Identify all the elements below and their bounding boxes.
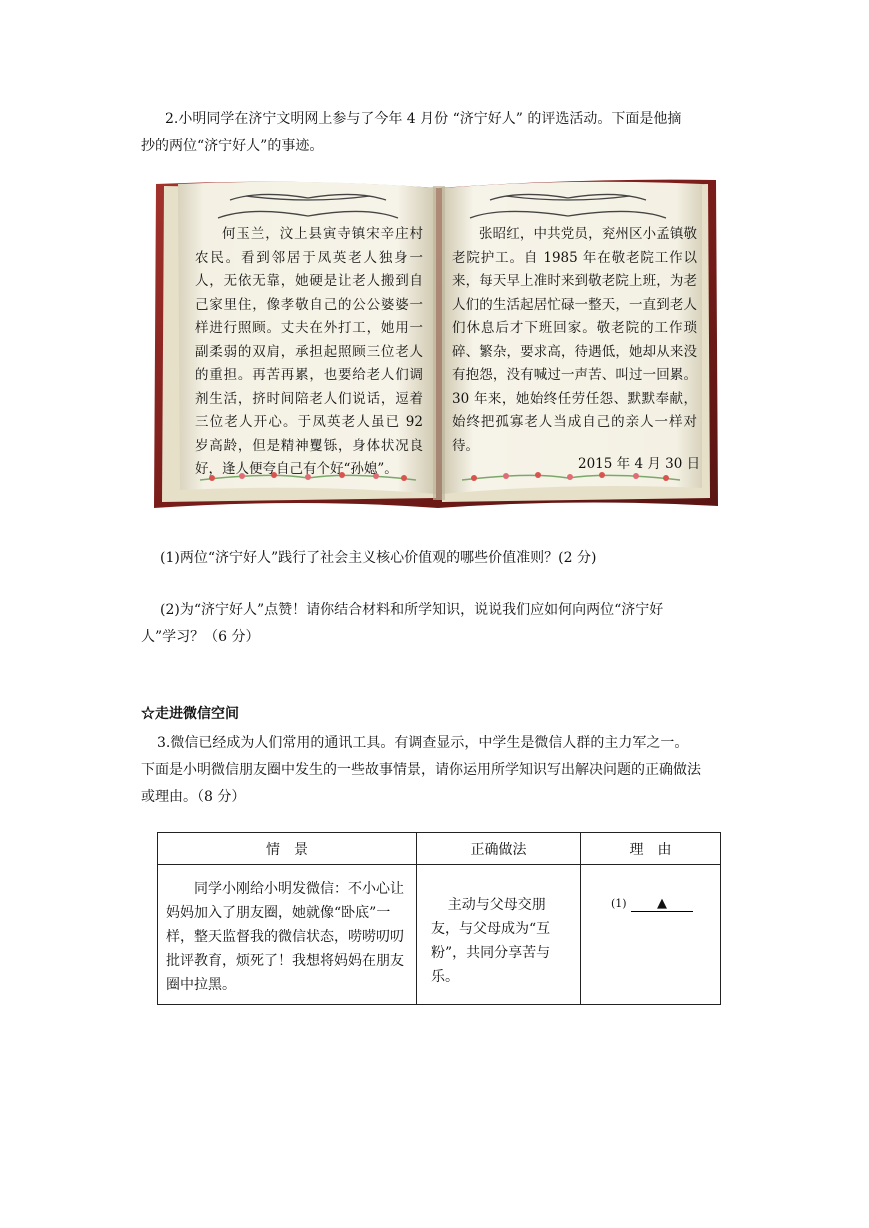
header-reason: 理 由 (581, 833, 721, 865)
question-2-line-2: 抄的两位“济宁好人”的事迹。 (141, 138, 324, 154)
right-page-text: 张昭红，中共党员，兖州区小孟镇敬老院护工。自 1985 年在敬老院工作以来，每天早上准时来到敬老院上班，为老人们的生活起居忙碌一整天，一直到老人们休息后才下班回家。敬老院的工作琐碎、繁杂，要求高，待遇低，她却从来没有抱怨，没有喊过一声苦、叫过一回累。30 年来，她始终任劳任怨、默默奉献，始终把孤寡老人当成自己的亲人一样对待。 (452, 226, 697, 454)
table-header-row (158, 833, 721, 865)
answer-blank[interactable]: ▲ (631, 897, 693, 912)
sub-question-2-line-1: (2)为“济宁好人”点赞！请你结合材料和所学知识，说说我们应如何向两位“济宁好 (160, 602, 664, 618)
reason-label: (1) (611, 897, 627, 910)
question-3-line-2: 下面是小明微信朋友圈中发生的一些故事情景，请你运用所学知识写出解决问题的正确做法 (141, 762, 701, 778)
header-practice: 正确做法 (417, 833, 581, 865)
left-page-text: 何玉兰，汶上县寅寺镇宋辛庄村农民。看到邻居于凤英老人独身一人，无依无靠，她硬是让老人搬到自己家里住，像孝敬自己的公公婆婆一样进行照顾。丈夫在外打工，她用一副柔弱的双肩，承担起照顾三位老人的重担。再苦再累，也要给老人们调剂生活，挤时间陪老人们说话，逗着三位老人开心。于凤英老人虽已 92 岁高龄，但是精神矍铄，身体状况良好，逢人便夸自己有个好“孙媳”。 (195, 226, 423, 477)
table-row (158, 865, 721, 1005)
reason-cell (581, 865, 721, 1005)
scenario-table (157, 832, 721, 1005)
question-2-line-1: 2.小明同学在济宁文明网上参与了今年 4 月份 “济宁好人” 的评选活动。下面是他摘 (165, 111, 682, 127)
section-title: ☆走进微信空间 (141, 706, 239, 722)
record-date: 2015 年 4 月 30 日 (578, 456, 701, 472)
scene-cell: 同学小刚给小明发微信：不小心让妈妈加入了朋友圈，她就像“卧底”一样，整天监督我的微信状态，唠唠叨叨批评教育，烦死了！我想将妈妈在朋友圈中拉黑。 (158, 865, 417, 1005)
practice-cell: 主动与父母交朋友，与父母成为“互粉”，共同分享苦与乐。 (417, 865, 581, 1005)
sub-question-2-line-2: 人”学习？（6 分） (141, 629, 260, 645)
question-3-line-1: 3.微信已经成为人们常用的通讯工具。有调查显示，中学生是微信人群的主力军之一。 (157, 735, 689, 751)
sub-question-1: (1)两位“济宁好人”践行了社会主义核心价值观的哪些价值准则？(2 分) (160, 550, 597, 566)
header-scene: 情 景 (158, 833, 417, 865)
question-3-line-3: 或理由。（8 分） (141, 789, 246, 805)
